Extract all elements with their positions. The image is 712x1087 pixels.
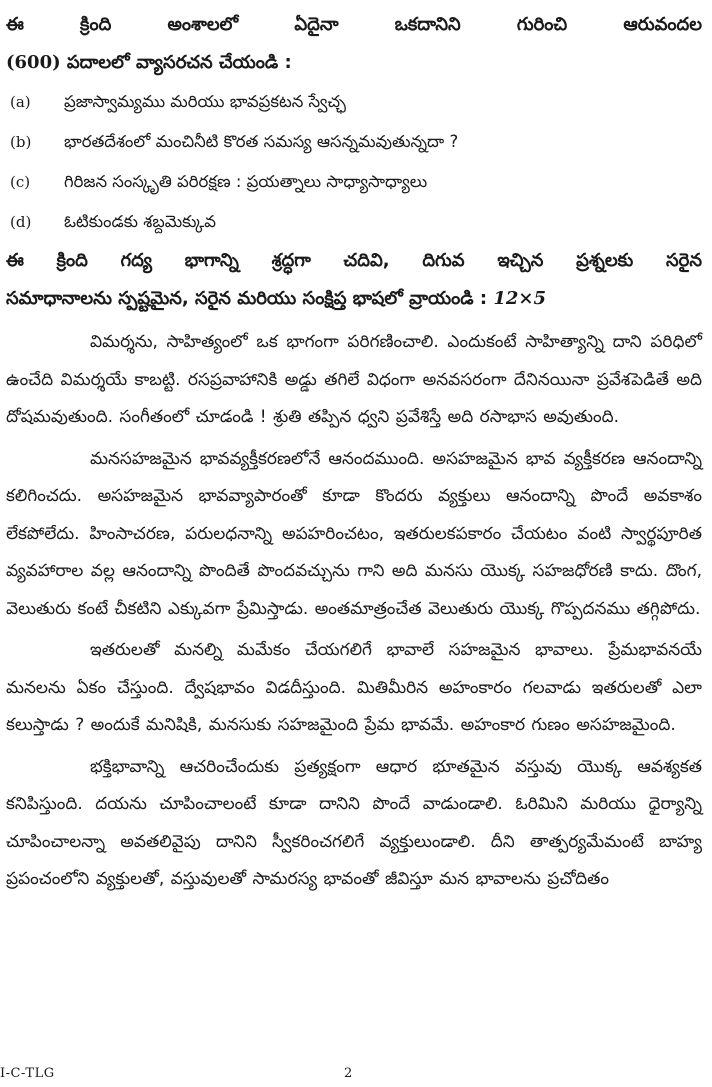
essay-topic-c [6,162,702,202]
essay-instruction-line-2 [6,44,702,82]
topic-label: (b) [10,133,32,151]
word-count: (600) [6,52,61,73]
essay-instruction-text-2: పదాలలో వ్యాసరచన చేయండి : [60,52,292,73]
page-footer [0,1066,712,1087]
paper-code: I-C-TLG [0,1066,55,1081]
essay-topic-b [6,122,702,162]
topic-label: (d) [10,213,32,231]
comprehension-instruction-text-1: ఈ క్రింది గద్య భాగాన్ని శ్రద్ధగా చదివి, దిగువ ఇచ్చిన ప్రశ్నలకు సరైన [6,250,702,271]
passage-paragraph-3: ఇతరులతో మనల్ని మమేకం చేయగలిగే భావాలే సహజమైన భావాలు. ప్రేమభావనయే మనలను ఏకం చేస్తుంది. ద్వేషభావం విడదీస్తుంది. మితిమీరిన అహంకారం గలవాడు ఇతరులతో ఎలా కలుస్తాడు ? అందుకే మనిషికి, మనసుకు సహజమైంది ప్రేమ భావమే. అహంకార గుణం అసహజమైంది. [6,640,702,735]
essay-topic-a [6,82,702,122]
essay-section [6,6,702,242]
marks-allocation: 12×5 [493,288,546,309]
passage-paragraph-1: విమర్శను, సాహిత్యంలో ఒక భాగంగా పరిగణించాలి. ఎందుకంటే సాహిత్యాన్ని దాని పరిధిలో ఉంచేది విమర్శయే కాబట్టి. రసప్రవాహానికి అడ్డు తగిలే విధంగా అనవసరంగా దేనినయినా ప్రవేశపెడితే అది దోషమవుతుంది. సంగీతంలో చూడండి ! శ్రుతి తప్పిన ధ్వని ప్రవేశిస్తే అది రసాభాస అవుతుంది. [6,332,702,427]
comprehension-section [6,242,702,899]
comprehension-instruction-line-1 [6,242,702,280]
essay-instruction-line-1 [6,6,702,44]
topic-label: (c) [10,173,31,191]
page-number: 2 [344,1066,353,1081]
topic-text: ఓటికుండకు శబ్దమెక్కువ [64,212,216,231]
topic-label: (a) [10,93,31,111]
essay-topic-d [6,202,702,242]
essay-instruction-text-1: ఈ క్రింది అంశాలలో ఏదైనా ఒకదానిని గురించి ఆరువందల [6,14,702,35]
comprehension-instruction-line-2 [6,280,702,318]
topic-text: ప్రజాస్వామ్యము మరియు భావప్రకటన స్వేచ్ఛ [64,92,346,111]
topic-text: భారతదేశంలో మంచినీటి కొరత సమస్య ఆసన్నమవుతున్నదా ? [64,132,459,151]
passage-paragraph-4: భక్తిభావాన్ని ఆచరించేందుకు ప్రత్యక్షంగా ఆధార భూతమైన వస్తువు యొక్క ఆవశ్యకత కనిపిస్తుంది. దయను చూపించాలంటే కూడా దానిని పొందే వాడుండాలి. ఓరిమిని మరియు ధైర్యాన్ని చూపించాలన్నా అవతలివైపు దానిని స్వీకరించగలిగే వ్యక్తులుండాలి. దీని తాత్పర్యమేమంటే బాహ్య ప్రపంచంలోని వ్యక్తులతో, వస్తువులతో సామరస్య భావంతో జీవిస్తూ మన భావాలను ప్రచోదితం [6,756,702,889]
passage-paragraph-2: మనసహజమైన భావవ్యక్తీకరణలోనే ఆనందముంది. అసహజమైన భావ వ్యక్తీకరణ ఆనందాన్ని కలిగించదు. అసహజమైన భావవ్యాపారంతో కూడా కొందరు వ్యక్తులు ఆనందాన్ని పొందే అవకాశం లేకపోలేదు. హింసాచరణ, పరులధనాన్ని అపహరించటం, ఇతరులకపకారం చేయటం వంటి స్వార్థపూరిత వ్యవహారాల వల్ల ఆనందాన్ని పొందితే పొందవచ్చును గాని అది మనసు యొక్క సహజధోరణి కాదు. దొంగ, వెలుతురు కంటే చీకటిని ఎక్కువగా ప్రేమిస్తాడు. అంతమాత్రంచేత వెలుతురు యొక్క గొప్పదనము తగ్గిపోదు. [6,448,702,619]
comprehension-passage [6,324,702,899]
comprehension-instruction-text-2: సమాధానాలను స్పష్టమైన, సరైన మరియు సంక్షిప్త భాషలో వ్రాయండి : [6,288,488,309]
topic-text: గిరిజన సంస్కృతి పరిరక్షణ : ప్రయత్నాలు సాధ్యాసాధ్యాలు [64,172,428,191]
essay-topic-list [6,82,702,242]
